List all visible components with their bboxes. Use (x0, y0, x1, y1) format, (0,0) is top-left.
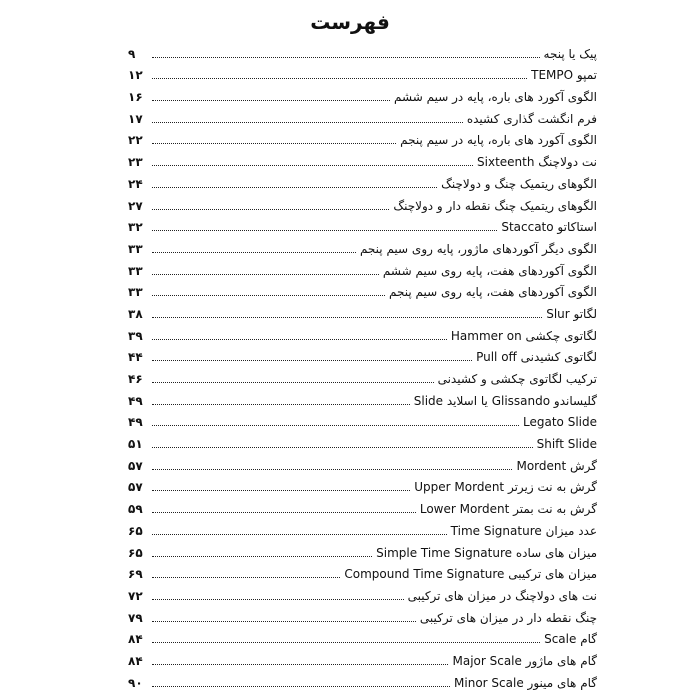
toc-entry-page-number: ۳۳ (128, 285, 143, 300)
dot-leader (152, 642, 540, 643)
toc-entry[interactable] (128, 105, 597, 127)
toc-entry-title: لگاتو Slur (546, 306, 597, 321)
toc-entry-page-number: ۸۴ (128, 632, 143, 647)
toc-entry-page-number: ۲۳ (128, 155, 143, 170)
dot-leader (152, 230, 497, 231)
toc-entry-page-number: ۳۳ (128, 263, 143, 278)
toc-entry-page-number: ۶۵ (128, 545, 143, 560)
toc-entry[interactable] (128, 344, 597, 366)
toc-entry-title: الگوی آکوردهای هفت، پایه روی سیم پنجم (388, 285, 597, 300)
dot-leader (152, 382, 434, 383)
toc-entry[interactable] (128, 365, 597, 387)
toc-entry[interactable] (128, 192, 597, 214)
toc-entry-title: گام Scale (544, 632, 597, 647)
toc-entry[interactable] (128, 40, 597, 62)
toc-entry-title: الگوی آکوردهای هفت، پایه روی سیم ششم (382, 263, 597, 278)
toc-entry[interactable] (128, 539, 597, 561)
toc-entry-title: ترکیب لگاتوی چکشی و کشیدنی (437, 372, 597, 386)
toc-entry-page-number: ۶۵ (128, 523, 143, 538)
toc-entry[interactable] (128, 170, 597, 192)
dot-leader (152, 577, 340, 578)
toc-entry-page-number: ۹۰ (128, 675, 143, 690)
toc-entry-title: گلیساندو Glissando یا اسلاید Slide (413, 393, 597, 408)
toc-entry[interactable] (128, 669, 597, 691)
dot-leader (152, 556, 372, 557)
toc-entry-page-number: ۲۲ (128, 133, 143, 148)
toc-entry-title: لگاتوی کشیدنی Pull off (476, 350, 597, 365)
toc-entry-title: میزان های ترکیبی Compound Time Signature (344, 567, 597, 582)
toc-entry[interactable] (128, 430, 597, 452)
toc-entry-title: فرم انگشت گذاری کشیده (466, 111, 597, 126)
dot-leader (152, 490, 410, 491)
dot-leader (152, 686, 450, 687)
toc-entry-page-number: ۳۳ (128, 241, 143, 256)
toc-entry-page-number: ۴۹ (128, 393, 143, 408)
toc-entry[interactable] (128, 409, 597, 431)
dot-leader (152, 295, 385, 296)
toc-entry-page-number: ۵۷ (128, 480, 143, 495)
toc-entry[interactable] (128, 257, 597, 279)
toc-entry[interactable] (128, 495, 597, 517)
toc-entry-title: عدد میزان Time Signature (450, 523, 597, 538)
toc-entry-page-number: ۹ (128, 46, 136, 61)
toc-entry-title: لگاتوی چکشی Hammer on (450, 328, 597, 343)
toc-entry-page-number: ۳۸ (128, 306, 143, 321)
toc-entry-title: گام های مینور Minor Scale (454, 675, 597, 690)
toc-entry-page-number: ۴۶ (128, 372, 143, 386)
toc-entry[interactable] (128, 322, 597, 344)
dot-leader (152, 143, 396, 144)
toc-entry-page-number: ۷۲ (128, 588, 143, 603)
toc-entry-title: الگوی آکورد های باره، پایه در سیم ششم (394, 90, 597, 105)
toc-entry[interactable] (128, 582, 597, 604)
toc-entry-page-number: ۵۷ (128, 458, 143, 473)
dot-leader (152, 404, 410, 405)
toc-entry[interactable] (128, 474, 597, 496)
toc-entry-title: نت دولاچنگ Sixteenth (477, 155, 597, 170)
dot-leader (152, 599, 404, 600)
dot-leader (152, 360, 472, 361)
toc-entry[interactable] (128, 279, 597, 301)
toc-entry-page-number: ۵۹ (128, 502, 143, 517)
toc-entry[interactable] (128, 387, 597, 409)
toc-entry-page-number: ۳۲ (128, 220, 143, 235)
toc-entry-title: گام های ماژور Major Scale (452, 653, 597, 668)
toc-entry[interactable] (128, 517, 597, 539)
toc-entry-page-number: ۱۶ (128, 90, 143, 105)
dot-leader (152, 78, 527, 79)
toc-entry-title: الگوی آکورد های باره، پایه در سیم پنجم (400, 133, 597, 148)
toc-entry[interactable] (128, 148, 597, 170)
dot-leader (152, 100, 390, 101)
toc-entry-page-number: ۵۱ (128, 437, 143, 452)
toc-entry-page-number: ۱۲ (128, 68, 143, 83)
toc-entry-title: پیک یا پنجه (543, 46, 597, 61)
toc-entry[interactable] (128, 235, 597, 257)
toc-entry-page-number: ۲۷ (128, 198, 143, 213)
toc-entry[interactable] (128, 452, 597, 474)
dot-leader (152, 317, 542, 318)
dot-leader (152, 664, 448, 665)
toc-entry-title: استاکاتو Staccato (501, 220, 597, 235)
toc-entry-page-number: ۳۹ (128, 328, 143, 343)
toc-entry-title: الگوهای ریتمیک چنگ و دولاچنگ (441, 176, 597, 191)
toc-entry[interactable] (128, 647, 597, 669)
dot-leader (152, 252, 356, 253)
toc-entry[interactable] (128, 561, 597, 583)
toc-entry[interactable] (128, 300, 597, 322)
toc-entry[interactable] (128, 626, 597, 648)
toc-entry[interactable] (128, 62, 597, 84)
toc-entry-title: میزان های ساده Simple Time Signature (376, 545, 597, 560)
toc-entry-page-number: ۱۷ (128, 111, 143, 126)
toc-entry-title: چنگ نقطه دار در میزان های ترکیبی (419, 610, 597, 625)
dot-leader (152, 447, 533, 448)
toc-entry-title: گرش به نت زیرتر Upper Mordent (414, 480, 597, 495)
dot-leader (152, 469, 512, 470)
dot-leader (152, 165, 473, 166)
toc-entry[interactable] (128, 214, 597, 236)
toc-entry-title: تمپو TEMPO (531, 68, 597, 83)
dot-leader (152, 621, 416, 622)
dot-leader (152, 187, 437, 188)
toc-entry[interactable] (128, 83, 597, 105)
toc-entry-title: نت های دولاچنگ در میزان های ترکیبی (407, 588, 597, 603)
dot-leader (152, 339, 447, 340)
toc-entry-page-number: ۴۴ (128, 350, 143, 365)
toc-entry-title: الگوی دیگر آکوردهای ماژور، پایه روی سیم پنجم (359, 241, 597, 256)
toc-entry-title: Legato Slide (523, 415, 597, 430)
toc-entry-title: گرش Mordent (516, 458, 597, 473)
page-title: فهرست (310, 10, 390, 34)
dot-leader (152, 57, 540, 58)
toc-list (128, 40, 597, 691)
toc-entry-page-number: ۷۹ (128, 610, 143, 625)
toc-entry-title: گرش به نت بمتر Lower Mordent (419, 502, 597, 517)
dot-leader (152, 122, 463, 123)
dot-leader (152, 209, 389, 210)
dot-leader (152, 512, 416, 513)
toc-entry[interactable] (128, 604, 597, 626)
toc-entry-page-number: ۸۴ (128, 653, 143, 668)
dot-leader (152, 425, 519, 426)
toc-entry[interactable] (128, 127, 597, 149)
toc-entry-title: Shift Slide (536, 437, 597, 452)
toc-entry-page-number: ۲۴ (128, 176, 143, 191)
toc-entry-page-number: ۶۹ (128, 567, 143, 582)
toc-entry-page-number: ۴۹ (128, 415, 143, 430)
dot-leader (152, 274, 379, 275)
toc-entry-title: الگوهای ریتمیک چنگ نقطه دار و دولاچنگ (393, 198, 597, 213)
dot-leader (152, 534, 447, 535)
